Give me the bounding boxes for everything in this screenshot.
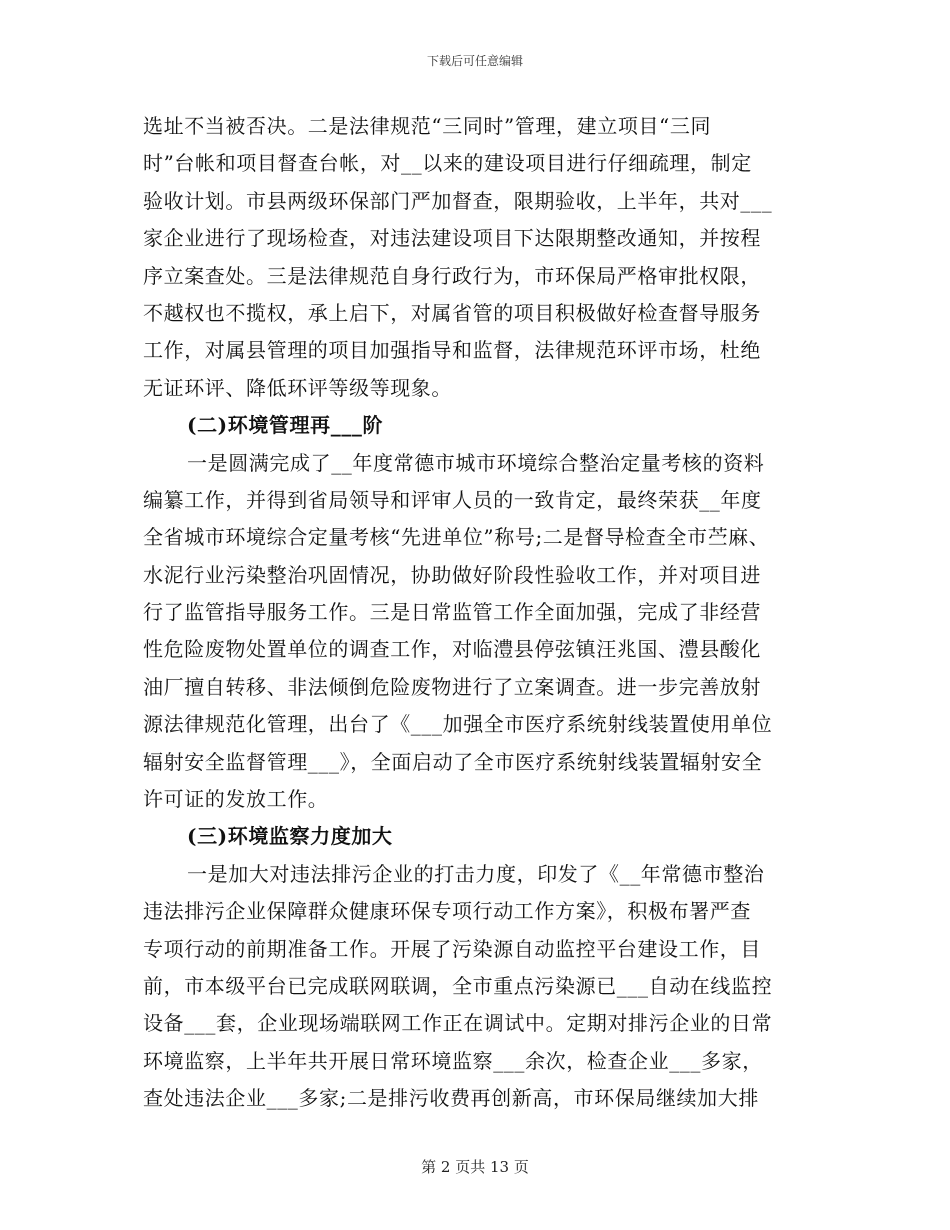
text-line: 家企业进行了现场检查，对违法建设项目下达限期整改通知，并按程 <box>143 226 761 251</box>
text-line: 验收计划。市县两级环保部门严加督查，限期验收，上半年，共对___ <box>143 188 773 213</box>
text-line: 油厂擅自转移、非法倾倒危险废物进行了立案调查。进一步完善放射 <box>143 674 761 699</box>
text-line: 时”台帐和项目督查台帐，对__以来的建设项目进行仔细疏理，制定 <box>143 151 752 176</box>
text-line: 选址不当被否决。二是法律规范“三同时”管理，建立项目“三同 <box>143 114 712 138</box>
section-heading: (二)环境管理再___阶 <box>187 413 384 438</box>
text-line: 行了监管指导服务工作。三是日常监管工作全面加强，完成了非经营 <box>143 600 761 625</box>
text-line: 许可证的发放工作。 <box>143 787 329 812</box>
text-line: 辐射安全监督管理___》，全面启动了全市医疗系统射线装置辐射安全 <box>143 749 763 774</box>
text-line: 一是圆满完成了__年度常德市城市环境综合整治定量考核的资料 <box>187 450 765 475</box>
text-line: 序立案查处。三是法律规范自身行政行为，市环保局严格审批权限， <box>143 263 761 288</box>
text-line: 违法排污企业保障群众健康环保专项行动工作方案》，积极布署严查 <box>143 899 751 924</box>
page-number: 第 2 页共 13 页 <box>421 1158 529 1176</box>
text-line: 设备___套，企业现场端联网工作正在调试中。定期对排污企业的日常 <box>143 1011 773 1036</box>
text-line: 一是加大对违法排污企业的打击力度，印发了《__年常德市整治 <box>187 861 765 886</box>
text-line: 性危险废物处置单位的调查工作，对临澧县停弦镇汪兆国、澧县酸化 <box>143 637 761 662</box>
text-line: 水泥行业污染整治巩固情况，协助做好阶段性验收工作，并对项目进 <box>143 562 761 587</box>
page-header: 下载后可任意编辑 <box>426 54 523 68</box>
section-heading: (三)环境监察力度加大 <box>187 824 393 849</box>
text-line: 编纂工作，并得到省局领导和评审人员的一致肯定，最终荣获__年度 <box>143 487 762 512</box>
text-line: 工作，对属县管理的项目加强指导和监督，法律规范环评市场，杜绝 <box>143 338 761 363</box>
text-line: 源法律规范化管理，出台了《___加强全市医疗系统射线装置使用单位 <box>143 712 773 737</box>
text-line: 无证环评、降低环评等级等现象。 <box>143 375 452 400</box>
text-line: 前，市本级平台已完成联网联调，全市重点污染源已___自动在线监控 <box>143 973 773 998</box>
text-line: 环境监察，上半年共开展日常环境监察___余次，检查企业___多家， <box>143 1048 763 1073</box>
text-line: 不越权也不揽权，承上启下，对属省管的项目积极做好检查督导服务 <box>143 300 761 325</box>
text-line: 全省城市环境综合定量考核“先进单位”称号;二是督导检查全市苎麻、 <box>143 525 770 550</box>
document-body <box>143 108 823 1118</box>
text-line: 专项行动的前期准备工作。开展了污染源自动监控平台建设工作，目 <box>143 936 761 961</box>
text-line: 查处违法企业___多家;二是排污收费再创新高，市环保局继续加大排 <box>143 1086 759 1111</box>
